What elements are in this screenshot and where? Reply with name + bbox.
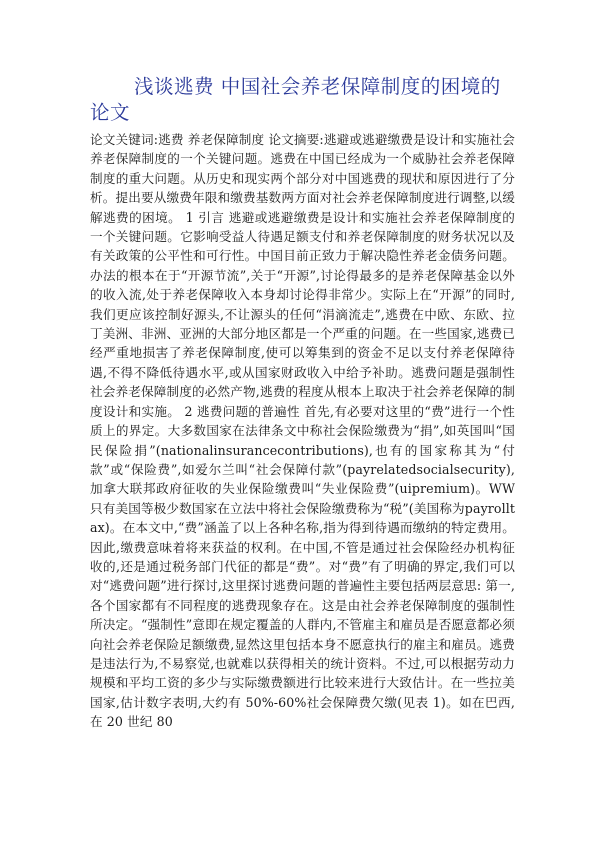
document-body: 论文关键词:逃费 养老保障制度 论文摘要:逃避或逃避缴费是设计和实施社会养老保障制度的一个关键问题。逃费在中国已经成为一个威胁社会养老保障制度的重大问题。从历史和现实两个部分对中国逃费的现状和原因进行了分析。提出要从缴费年限和缴费基数两方面对社会养老保障制度进行调整,以缓解逃费的困境。 1 引言 逃避或逃避缴费是设计和实施社会养老保障制度的一个关键问题。它影响受益人待遇足额支付和养老保障制度的财务状况以及有关政策的公平性和可行性。中国目前正致力于解决隐性养老金债务问题。办法的根本在于“开源节流”,关于“开源”,讨论得最多的是养老保障基金以外的收入流,处于养老保障收入本身却讨论得非常少。实际上在“开源”的同时,我们更应该控制好源头,不让源头的任何“涓滴流走”,逃费在中欧、东欧、拉丁美洲、非洲、亚洲的大部分地区都是一个严重的问题。在一些国家,逃费已经严重地损害了养老保障制度,使可以筹集到的资金不足以支付养老保障待遇,不得不降低待遇水平,或从国家财政收入中给予补助。逃费问题是强制性社会养老保障制度的必然产物,逃费的程度从根本上取决于社会养老保障的制度设计和实施。 2 逃费问题的普遍性 首先,有必要对这里的“费”进行一个性质上的界定。大多数国家在法律条文中称社会保险缴费为“捐”,如英国叫“国民保险捐”(nationalinsurancecontributions),也有的国家称其为“付款”或“保险费”,如爱尔兰叫“社会保障付款”(payrelatedsocialsecurity),加拿大联邦政府征收的失业保险缴费叫“失业保险费”(uipremium)。WW 只有美国等极少数国家在立法中将社会保险缴费称为“税”(美国称为payrolltax)。在本文中,“费”涵盖了以上各种名称,指为得到待遇而缴纳的特定费用。因此,缴费意味着将来获益的权利。在中国,不管是通过社会保险经办机构征收的,还是通过税务部门代征的都是“费”。对“费”有了明确的界定,我们可以对“逃费问题”进行探讨,这里探讨逃费问题的普遍性主要包括两层意思: 第一,各个国家都有不同程度的逃费现象存在。这是由社会养老保障制度的强制性所决定。“强制性”意即在规定覆盖的人群内,不管雇主和雇员是否愿意都必须向社会养老保险足额缴费,显然这里包括本身不愿意执行的雇主和雇员。逃费是违法行为,不易察觉,也就难以获得相关的统计资料。不过,可以根据劳动力规模和平均工资的多少与实际缴费额进行比较来进行大致估计。在一些拉美国家,估计数字表明,大约有 50%-60%社会保障费欠缴(见表 1)。如在巴西,在 20 世纪 80 (90, 132, 515, 730)
document-page (90, 74, 515, 732)
document-title: 浅谈逃费 中国社会养老保障制度的困境的论文 (90, 75, 501, 124)
